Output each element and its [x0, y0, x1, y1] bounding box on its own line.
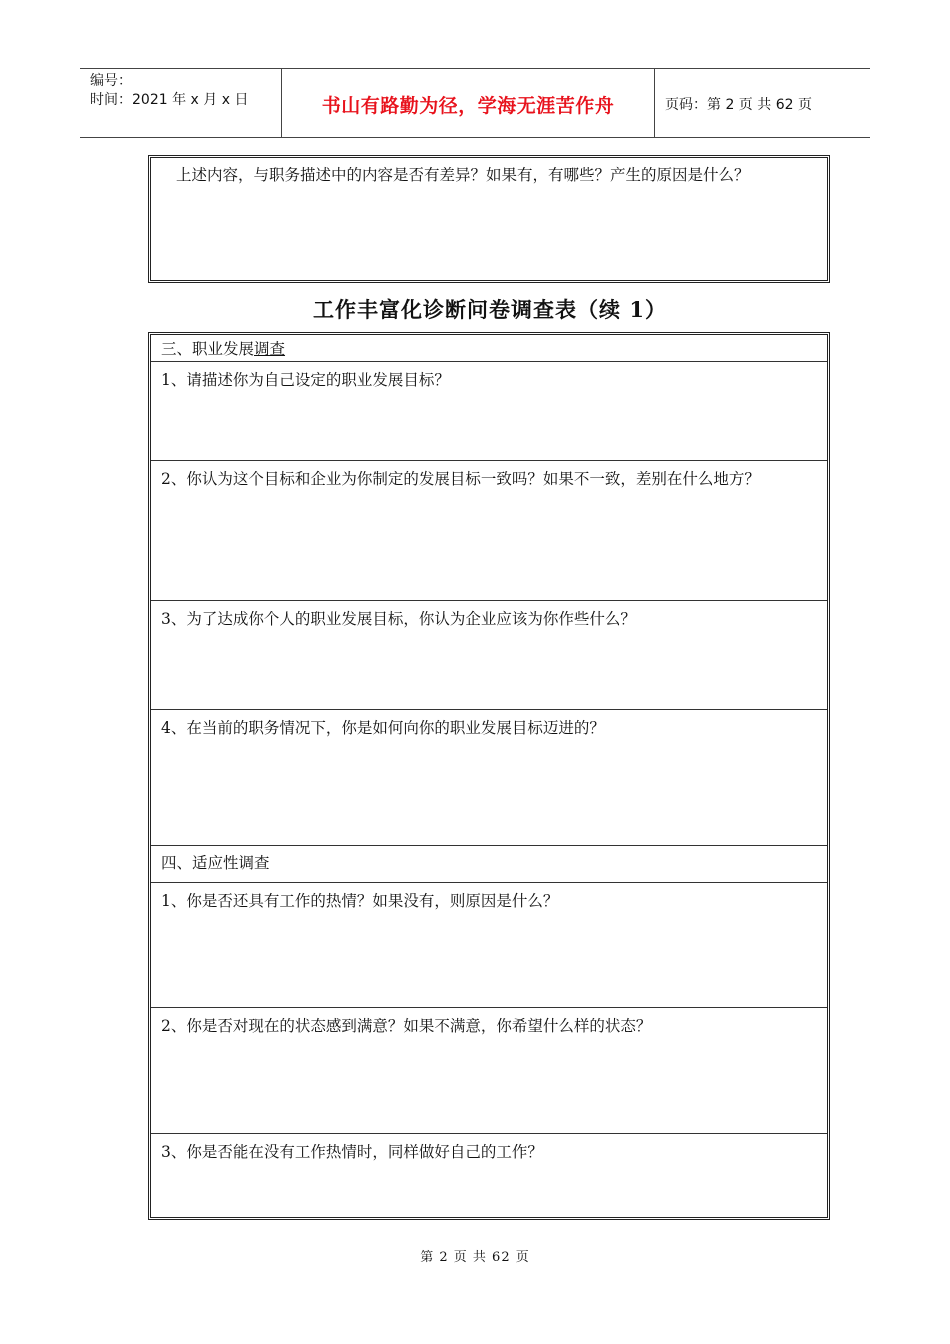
header-page-cell [655, 69, 870, 137]
section-heading-text: 四、适应性调查 [161, 854, 270, 872]
question-text: 2、你认为这个目标和企业为你制定的发展目标一致吗？如果不一致，差别在什么地方？ [161, 470, 760, 488]
header-motto: 书山有路勤为径，学海无涯苦作舟 [321, 95, 615, 117]
section-heading-underlined: 调查 [254, 340, 286, 358]
section-heading-text [161, 337, 817, 361]
survey-form [150, 334, 828, 1218]
question-text: 1、请描述你为自己设定的职业发展目标？ [161, 371, 450, 389]
question-text: 1、你是否还具有工作的热情？如果没有，则原因是什么？ [161, 892, 559, 910]
header-motto-cell [281, 69, 655, 137]
page-header [80, 68, 870, 138]
question-text: 4、在当前的职务情况下，你是如何向你的职业发展目标迈进的？ [161, 719, 605, 737]
question-row-adapt-2[interactable] [151, 1007, 827, 1134]
header-page-info: 页码：第 2 页 共 62 页 [665, 97, 812, 113]
question-row-career-3[interactable] [151, 600, 827, 710]
form-title: 工作丰富化诊断问卷调查表（续 1） [313, 297, 667, 322]
page-footer: 第 2 页 共 62 页 [420, 1250, 530, 1265]
document-number-label: 编号： [90, 73, 132, 89]
header-meta-cell [80, 69, 280, 137]
question-row-career-1[interactable] [151, 361, 827, 461]
section-heading-career [151, 335, 827, 361]
document-date-label: 时间：2021 年 x 月 x 日 [90, 92, 249, 108]
question-row-adapt-1[interactable] [151, 882, 827, 1008]
question-row-career-2[interactable] [151, 460, 827, 601]
question-text: 2、你是否对现在的状态感到满意？如果不满意，你希望什么样的状态？ [161, 1017, 652, 1035]
section-heading-adaptability [151, 845, 827, 883]
question-text: 3、你是否能在没有工作热情时，同样做好自己的工作？ [161, 1143, 543, 1161]
question-row-adapt-3[interactable] [151, 1133, 827, 1218]
question-text: 3、为了达成你个人的职业发展目标，你认为企业应该为你作些什么？ [161, 610, 636, 628]
intro-question-box[interactable] [150, 157, 828, 281]
question-row-career-4[interactable] [151, 709, 827, 845]
intro-question-text: 上述内容，与职务描述中的内容是否有差异？如果有，有哪些？产生的原因是什么？ [176, 166, 750, 184]
section-heading-prefix: 三、职业发展 [161, 340, 255, 358]
